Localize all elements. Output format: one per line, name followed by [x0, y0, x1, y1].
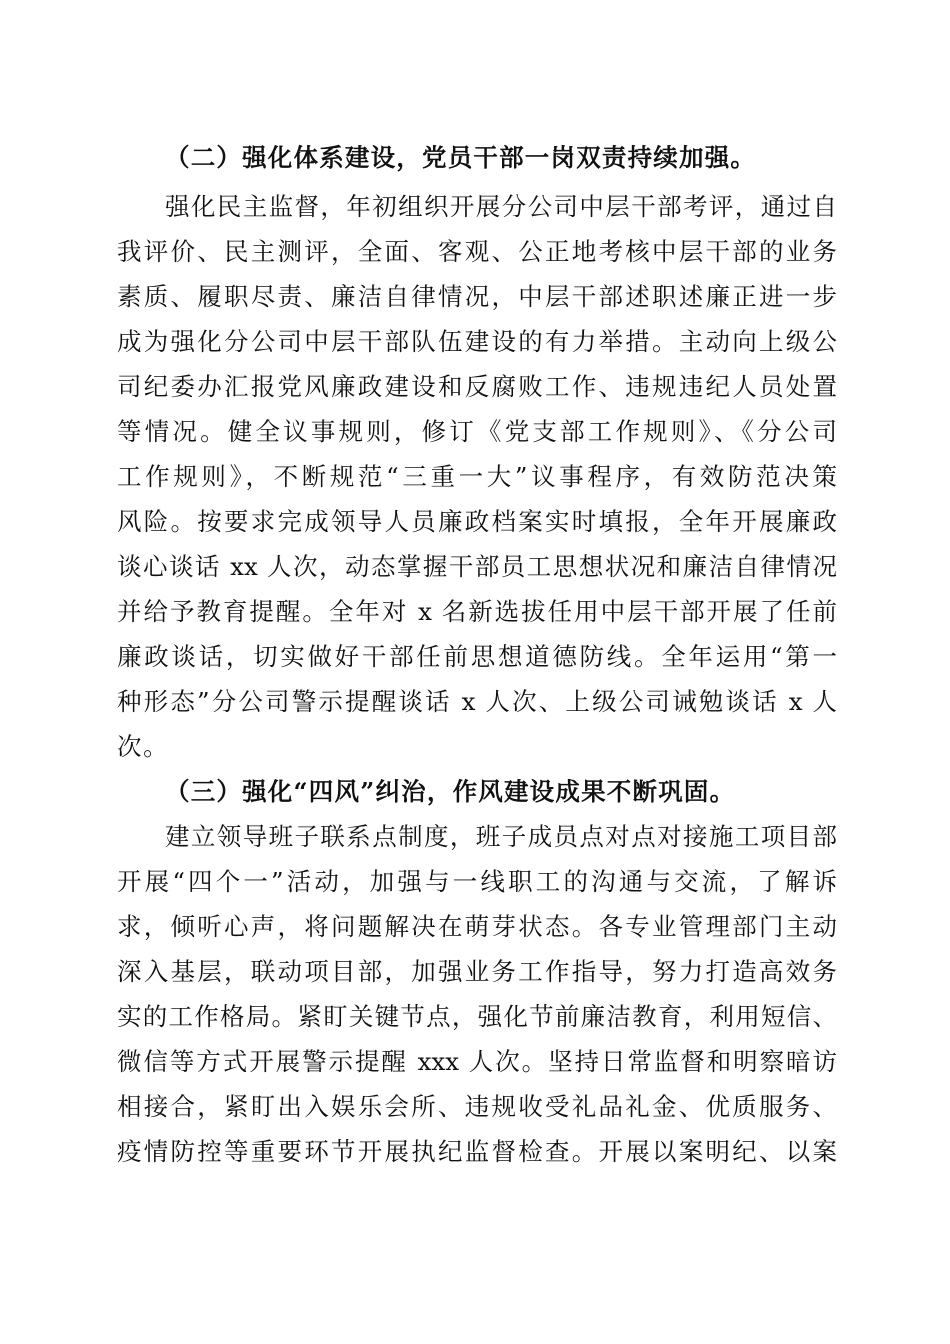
paragraph-line: 开展“四个一”活动，加强与一线职工的沟通与交流，了解诉 [117, 867, 837, 896]
paragraph-line: 等情况。健全议事规则，修订《党支部工作规则》、《分公司 [117, 417, 837, 446]
paragraph-line: 我评价、民主测评，全面、客观、公正地考核中层干部的业务 [117, 237, 837, 266]
paragraph-line: 次。 [117, 732, 170, 761]
paragraph-line: 疫情防控等重要环节开展执纪监督检查。开展以案明纪、以案 [117, 1137, 837, 1166]
paragraph-line: 求，倾听心声，将问题解决在萌芽状态。各专业管理部门主动 [117, 912, 837, 941]
paragraph-line: 种形态”分公司警示提醒谈话 x 人次、上级公司诫勉谈话 x 人 [117, 687, 837, 716]
paragraph-line: 强化民主监督，年初组织开展分公司中层干部考评，通过自 [165, 192, 837, 221]
paragraph-line: 建立领导班子联系点制度，班子成员点对点对接施工项目部 [165, 822, 837, 851]
paragraph-line: 成为强化分公司中层干部队伍建设的有力举措。主动向上级公 [117, 327, 837, 356]
paragraph-line: 谈心谈话 xx 人次，动态掌握干部员工思想状况和廉洁自律情况 [117, 552, 837, 581]
paragraph-line: 微信等方式开展警示提醒 xxx 人次。坚持日常监督和明察暗访 [117, 1047, 837, 1076]
paragraph-line: 深入基层，联动项目部，加强业务工作指导，努力打造高效务 [117, 957, 837, 986]
paragraph-line: 并给予教育提醒。全年对 x 名新选拔任用中层干部开展了任前 [117, 597, 837, 626]
section-heading-3: （三）强化“四风”纠治，作风建设成果不断巩固。 [165, 777, 736, 806]
paragraph-line: 风险。按要求完成领导人员廉政档案实时填报，全年开展廉政 [117, 507, 837, 536]
paragraph-line: 廉政谈话，切实做好干部任前思想道德防线。全年运用“第一 [117, 642, 837, 671]
section-heading-2: （二）强化体系建设，党员干部一岗双责持续加强。 [165, 143, 757, 172]
paragraph-line: 相接合，紧盯出入娱乐会所、违规收受礼品礼金、优质服务、 [117, 1092, 837, 1121]
paragraph-line: 司纪委办汇报党风廉政建设和反腐败工作、违规违纪人员处置 [117, 372, 837, 401]
paragraph-line: 素质、履职尽责、廉洁自律情况，中层干部述职述廉正进一步 [117, 282, 837, 311]
paragraph-line: 工作规则》，不断规范“三重一大”议事程序，有效防范决策 [117, 462, 837, 491]
paragraph-line: 实的工作格局。紧盯关键节点，强化节前廉洁教育，利用短信、 [117, 1002, 837, 1031]
